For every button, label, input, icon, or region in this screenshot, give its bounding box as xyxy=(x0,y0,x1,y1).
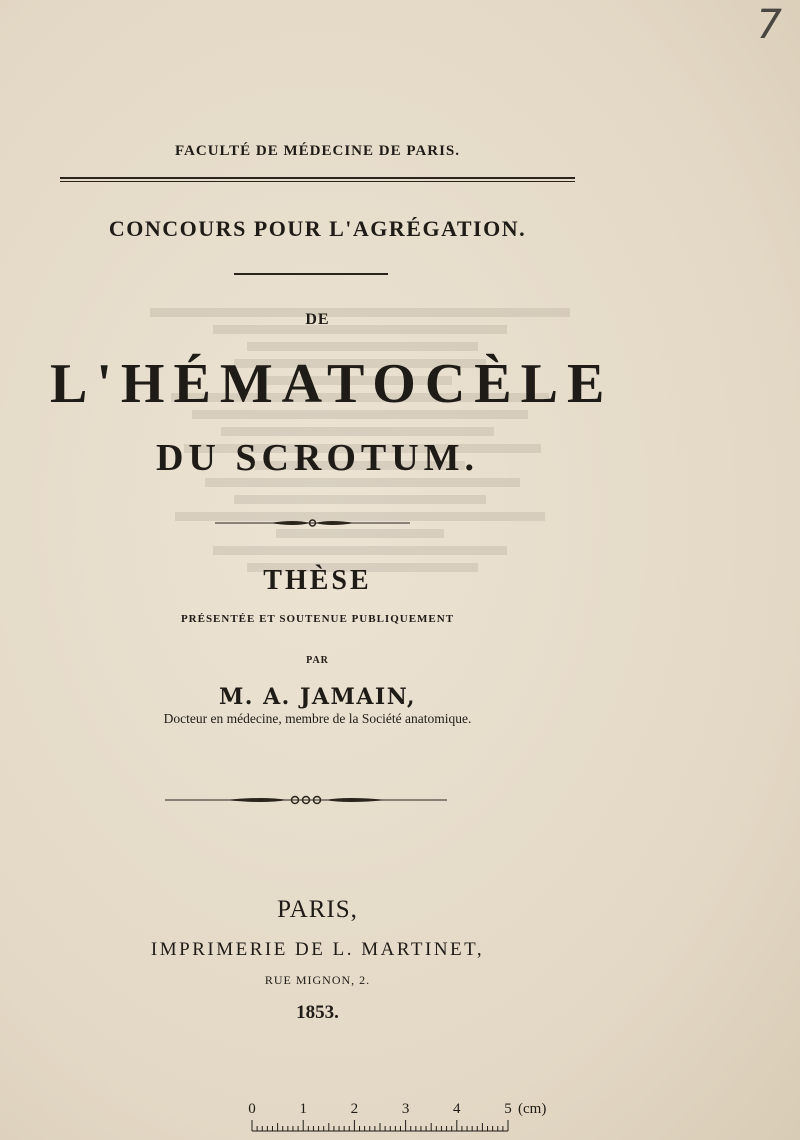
header-rule xyxy=(60,177,575,183)
title-secondary: DU SCROTUM. xyxy=(155,437,480,479)
imprint-year: 1853. xyxy=(296,1002,339,1023)
imprint-printer: IMPRIMERIE DE L. MARTINET, xyxy=(150,939,485,960)
page-number: 7 xyxy=(756,2,782,48)
ornament-rule-bottom xyxy=(165,793,447,807)
scale-label: 3 xyxy=(401,1101,410,1117)
scale-label: 4 xyxy=(453,1101,461,1117)
imprint-address: RUE MIGNON, 2. xyxy=(264,973,371,987)
scale-label: 1 xyxy=(299,1101,307,1117)
title-preposition: DE xyxy=(305,311,330,328)
scale-label: 5 xyxy=(504,1101,512,1117)
scale-unit: (cm) xyxy=(518,1101,547,1117)
scale-bar xyxy=(240,1098,560,1134)
presented-line: PRÉSENTÉE ET SOUTENUE PUBLIQUEMENT xyxy=(180,613,455,625)
scale-label: 0 xyxy=(248,1101,256,1117)
competition-line: CONCOURS POUR L'AGRÉGATION. xyxy=(108,216,527,241)
by-line: PAR xyxy=(306,655,329,666)
thesis-heading: THÈSE xyxy=(263,565,372,596)
imprint-city: PARIS, xyxy=(277,896,358,923)
scale-label: 2 xyxy=(350,1101,359,1117)
short-rule xyxy=(234,273,388,275)
author-name: M. A. JAMAIN, xyxy=(218,684,417,710)
title-main: L'HÉMATOCÈLE xyxy=(50,353,614,415)
faculty-header: FACULTÉ DE MÉDECINE DE PARIS. xyxy=(174,143,460,159)
author-credentials: Docteur en médecine, membre de la Société anatomique. xyxy=(163,711,472,726)
ornament-rule-top xyxy=(215,516,410,530)
